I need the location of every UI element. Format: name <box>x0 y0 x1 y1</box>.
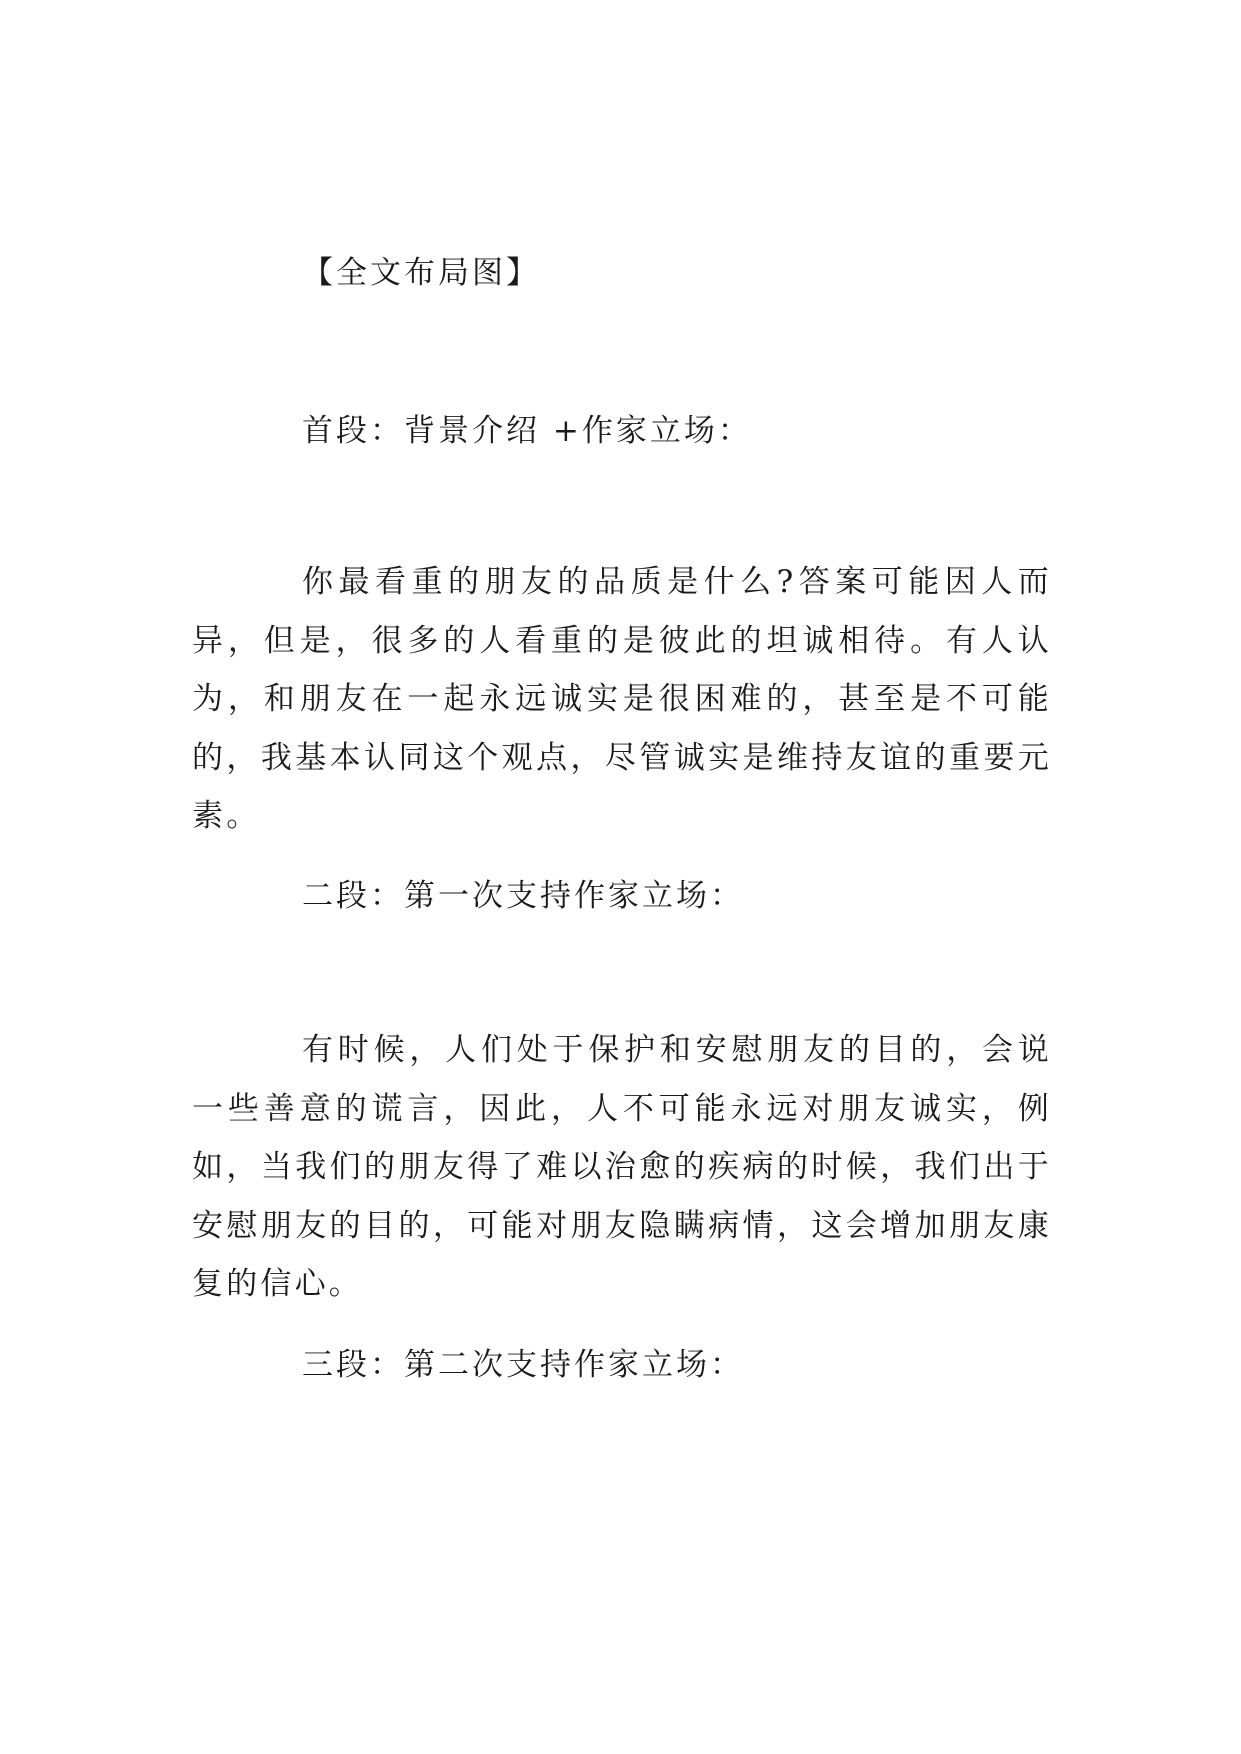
layout-title: 【全文布局图】 <box>302 255 540 291</box>
section-1-heading: 首段：背景介绍 +作家立场： <box>302 413 752 449</box>
section-1-body: 你最看重的朋友的品质是什么?答案可能因人而异，但是，很多的人看重的是彼此的坦诚相待。有人认为，和朋友在一起永远诚实是很困难的，甚至是不可能的，我基本认同这个观点，尽管诚实是维持友谊的重要元素。 <box>192 564 1052 834</box>
section-2-body: 有时候，人们处于保护和安慰朋友的目的，会说一些善意的谎言，因此，人不可能永远对朋友诚实，例如，当我们的朋友得了难以治愈的疾病的时候，我们出于安慰朋友的目的，可能对朋友隐瞒病情，这会增加朋友康复的信心。 <box>192 1032 1052 1302</box>
section-2-heading: 二段：第一次支持作家立场： <box>302 878 744 914</box>
section-3-heading: 三段：第二次支持作家立场： <box>302 1347 744 1383</box>
